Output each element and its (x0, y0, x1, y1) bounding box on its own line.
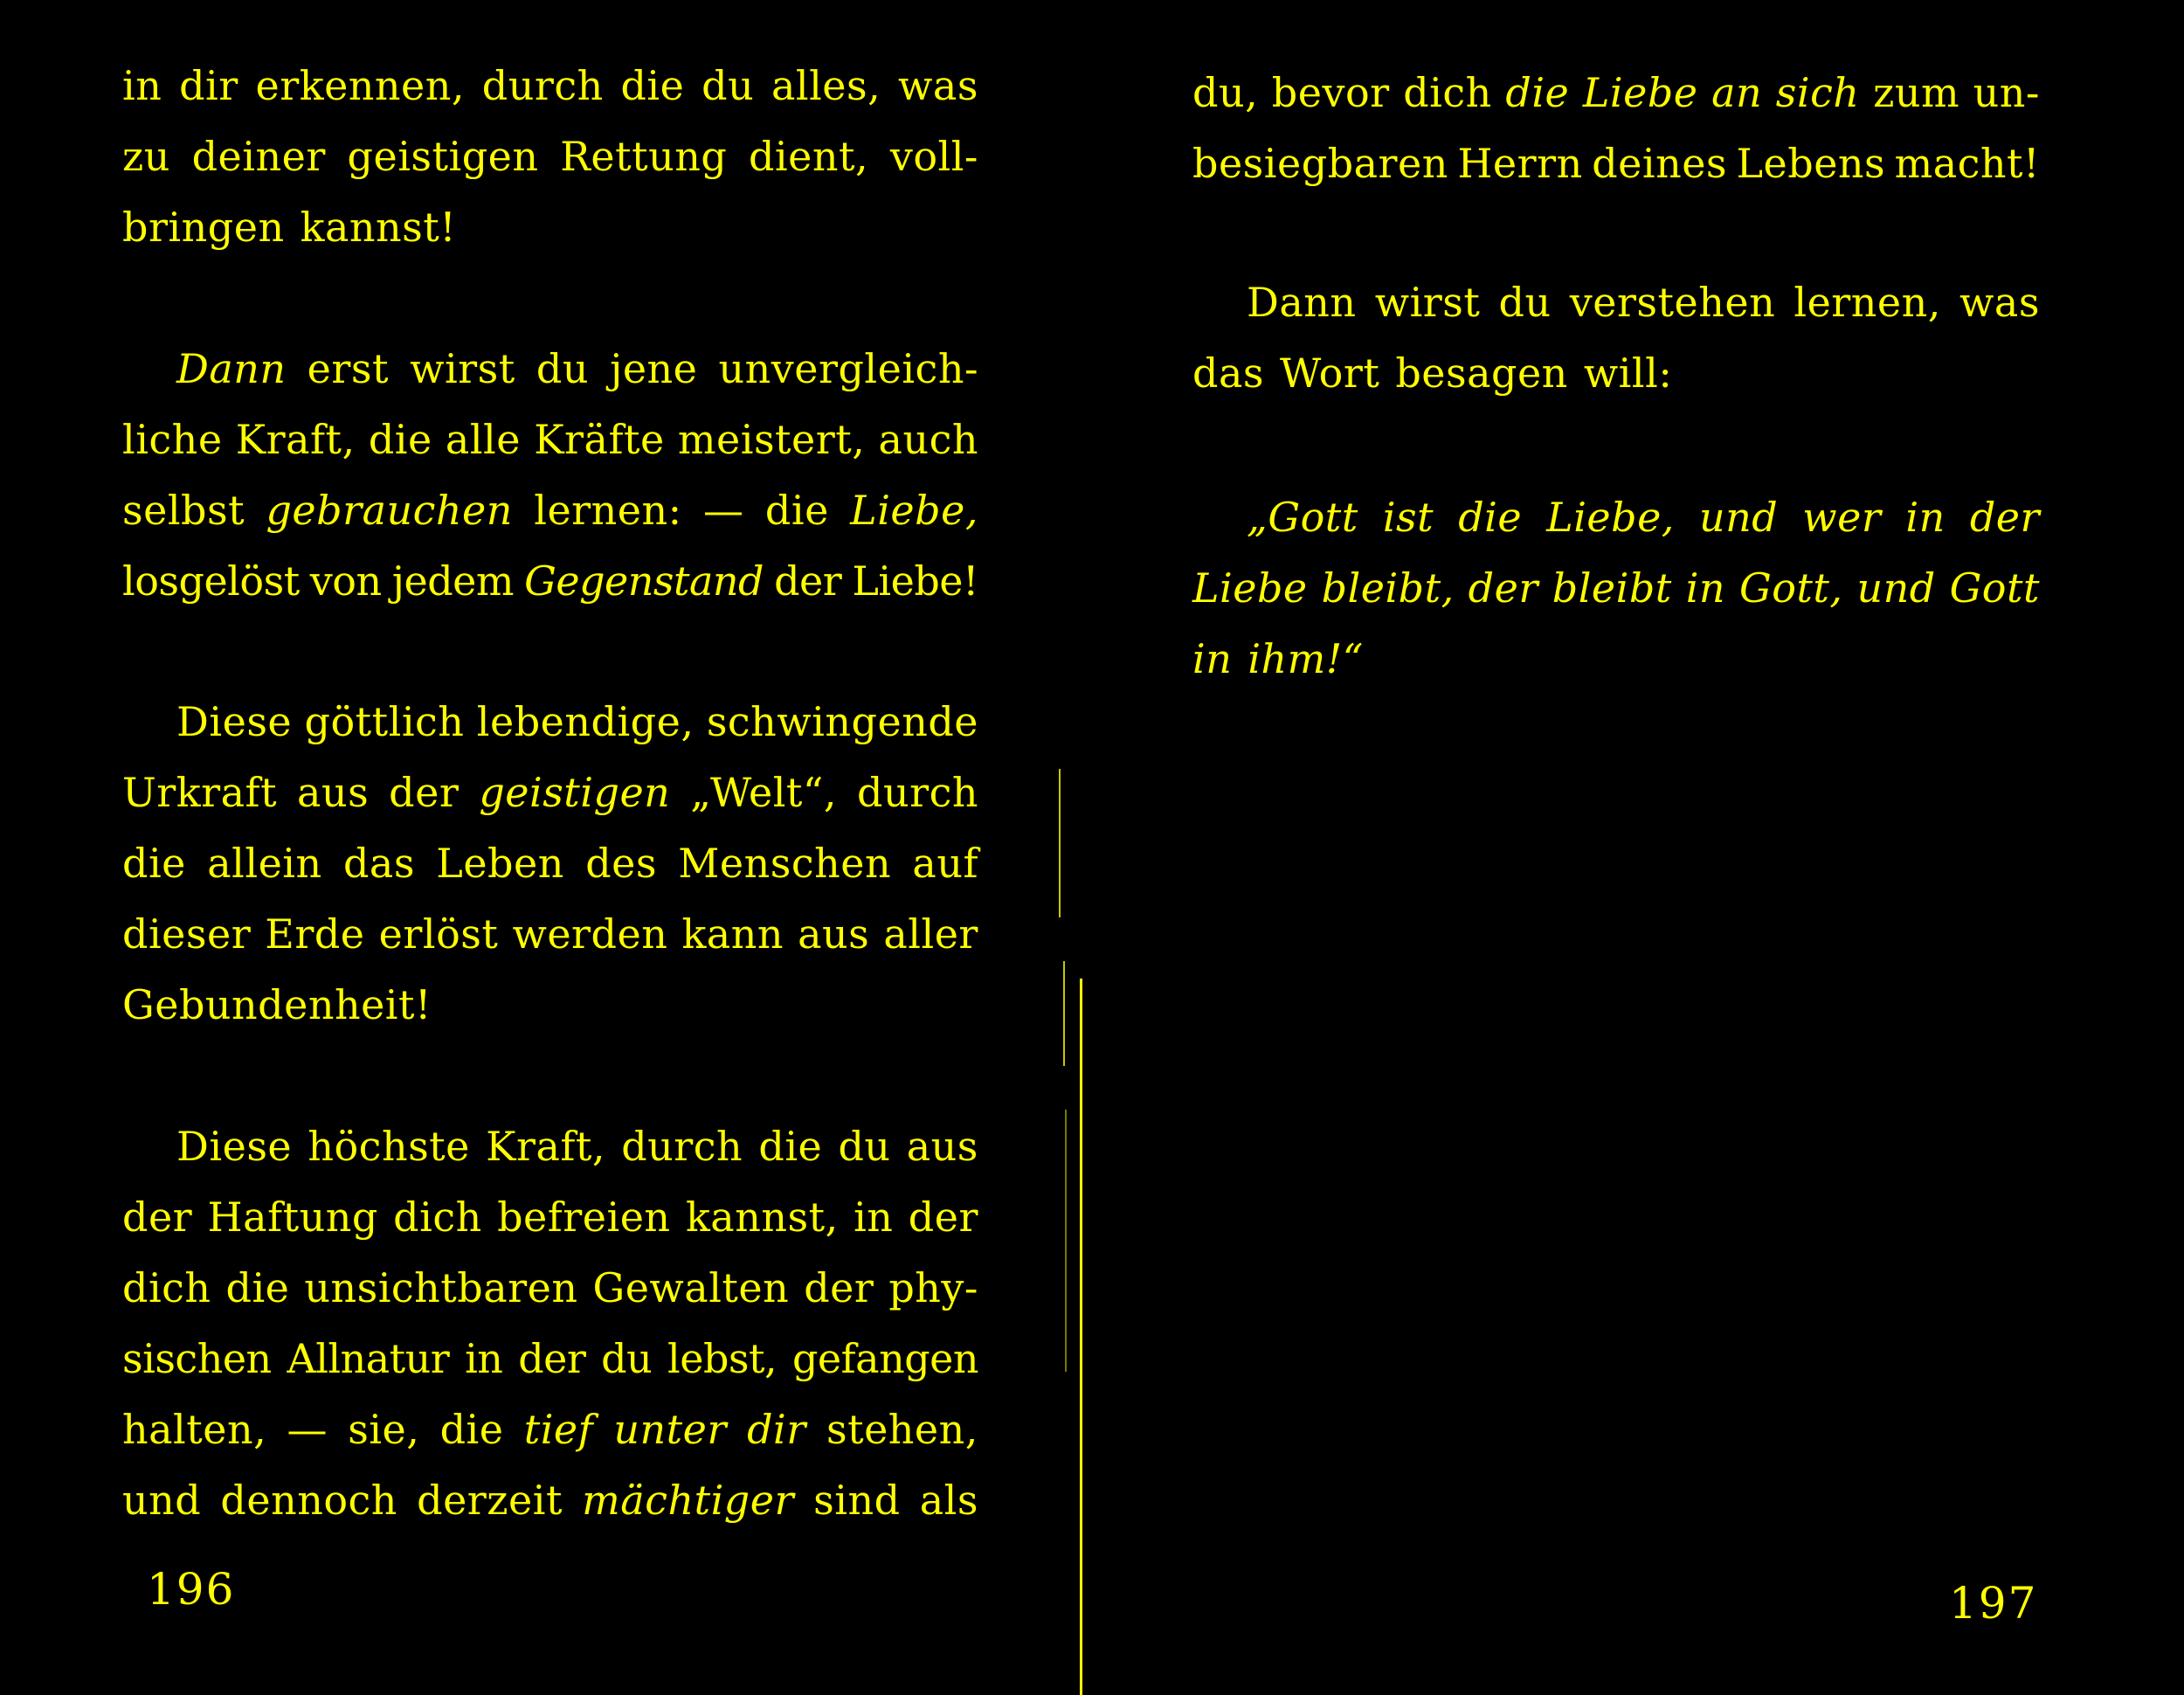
word: dich (1403, 69, 1492, 116)
text-line (122, 1111, 978, 1182)
word: dich (122, 1264, 211, 1311)
word: unsichtbaren (304, 1264, 578, 1311)
word: bringen (122, 204, 285, 251)
word: kann (681, 910, 784, 958)
word: lebendige, (476, 698, 695, 745)
word: Wort (1279, 349, 1380, 397)
word: in (122, 62, 162, 109)
word: deiner (191, 133, 326, 180)
word: die (620, 62, 685, 109)
word: das (1192, 349, 1264, 397)
word: tief (523, 1406, 594, 1453)
text-line (122, 121, 978, 192)
word: du (702, 62, 755, 109)
word: göttlich (304, 698, 465, 745)
paragraph (122, 1111, 978, 1536)
word: sind (813, 1477, 901, 1524)
word: allein (207, 840, 322, 887)
word: höchste (308, 1123, 470, 1170)
word: alles, (771, 62, 881, 109)
text-line (1192, 338, 2040, 409)
word: befreien (497, 1193, 671, 1241)
word: wer (1802, 494, 1882, 541)
word: un- (1973, 69, 2040, 116)
text-line (122, 475, 978, 546)
word: die (758, 1123, 823, 1170)
word: zum (1873, 69, 1960, 116)
word: selbst (122, 487, 245, 534)
text-line (122, 1324, 978, 1394)
word: derzeit (417, 1477, 563, 1524)
text-line (122, 192, 978, 263)
word: Gegenstand (524, 557, 764, 605)
text-line (122, 51, 978, 121)
word: lebst, (667, 1335, 778, 1382)
word: Diese (176, 1123, 293, 1170)
word: Dann (1247, 279, 1357, 326)
word: die (1505, 69, 1570, 116)
word: du (536, 345, 589, 392)
word: der (908, 1193, 978, 1241)
word: die (439, 1406, 504, 1453)
word: sich (1775, 69, 1860, 116)
word: besagen (1395, 349, 1568, 397)
word: ist (1382, 494, 1434, 541)
word: der (804, 1264, 874, 1311)
word: bleibt (1552, 564, 1672, 612)
text-line (122, 1253, 978, 1324)
word: die (1458, 494, 1523, 541)
word: in (465, 1335, 503, 1382)
word: stehen, (826, 1406, 978, 1453)
word: „Gott (1247, 494, 1358, 541)
word: und (1698, 494, 1779, 541)
word: Dann (176, 345, 287, 392)
word: will: (1583, 349, 1673, 397)
word: deines (1592, 140, 1728, 187)
word: schwingende (706, 698, 978, 745)
word: Erde (265, 910, 365, 958)
text-line (122, 1182, 978, 1253)
word: alle (445, 416, 521, 463)
word: voll- (889, 133, 978, 180)
word: unter (613, 1406, 727, 1453)
word: Kräfte (534, 416, 665, 463)
word: aller (883, 910, 978, 958)
page-number: 197 (1949, 1578, 2038, 1629)
word: das (342, 840, 415, 887)
word: Leben (436, 840, 564, 887)
word: der (518, 1335, 586, 1382)
word: der (389, 769, 460, 816)
word: Liebe, (1546, 494, 1675, 541)
word: durch (857, 769, 978, 816)
word: du (601, 1335, 653, 1382)
word: Gott (1949, 564, 2040, 612)
text-line (122, 1394, 978, 1465)
word: Liebe (1192, 564, 1308, 612)
word: meistert, (677, 416, 866, 463)
word: dient, (748, 133, 869, 180)
word: liche (122, 416, 223, 463)
paragraph (122, 51, 978, 263)
word: Gewalten (592, 1264, 790, 1311)
word: Diese (176, 698, 293, 745)
word: die (368, 416, 432, 463)
text-line (122, 334, 978, 405)
word: Urkraft (122, 769, 278, 816)
word: dieser (122, 910, 252, 958)
text-line (122, 828, 978, 899)
word: Liebe (1582, 69, 1698, 116)
word: und (1856, 564, 1936, 612)
text-line (1192, 267, 2040, 338)
word: von (309, 557, 382, 605)
word: die (764, 487, 829, 534)
word: kannst! (300, 204, 457, 251)
quote-paragraph (1192, 482, 2040, 695)
word: zu (122, 133, 170, 180)
word: bevor (1271, 69, 1390, 116)
word: halten, (122, 1406, 267, 1453)
word: Gebundenheit! (122, 981, 432, 1028)
word: dir (747, 1406, 806, 1453)
word: ihm!“ (1248, 635, 1364, 682)
word: als (919, 1477, 978, 1524)
word: dennoch (220, 1477, 397, 1524)
text-line (122, 405, 978, 475)
gutter-shadow (1059, 769, 1061, 917)
word: Kraft, (486, 1123, 606, 1170)
word: macht! (1894, 140, 2040, 187)
word: — (287, 1406, 328, 1453)
word: was (898, 62, 978, 109)
word: du (1498, 279, 1552, 326)
word: auch (878, 416, 978, 463)
word: in (1192, 635, 1233, 682)
paragraph (122, 687, 978, 1041)
word: gefangen (791, 1335, 978, 1382)
word: lernen: (534, 487, 682, 534)
word: Herrn (1457, 140, 1583, 187)
word: des (585, 840, 657, 887)
word: durch (621, 1123, 743, 1170)
word: jedem (391, 557, 514, 605)
word: du, (1192, 69, 1259, 116)
word: geistigen (347, 133, 539, 180)
word: was (1959, 279, 2040, 326)
word: Gott, (1738, 564, 1843, 612)
word: losgelöst (122, 557, 300, 605)
word: Liebe! (852, 557, 978, 605)
word: kannst, (685, 1193, 839, 1241)
word: sie, (348, 1406, 420, 1453)
word: erst (307, 345, 389, 392)
word: bleibt, (1321, 564, 1455, 612)
word: lernen, (1794, 279, 1941, 326)
word: die (225, 1264, 290, 1311)
word: sischen (122, 1335, 272, 1382)
word: wirst (1374, 279, 1481, 326)
text-line (1192, 624, 2040, 695)
paragraph (1192, 58, 2040, 199)
word: Liebe, (850, 487, 978, 534)
word: die (122, 840, 186, 887)
text-line (1192, 553, 2040, 624)
word: aus (798, 910, 870, 958)
text-line (122, 546, 978, 617)
gutter-shadow (1063, 961, 1065, 1066)
word: aus (297, 769, 370, 816)
word: verstehen (1569, 279, 1776, 326)
word: geistigen (479, 769, 671, 816)
text-line (1192, 482, 2040, 553)
word: Allnatur (287, 1335, 450, 1382)
word: — (703, 487, 744, 534)
word: aus (906, 1123, 978, 1170)
text-line (122, 758, 978, 828)
word: an (1711, 69, 1763, 116)
word: „Welt“, (690, 769, 838, 816)
word: Kraft, (235, 416, 356, 463)
word: Haftung (207, 1193, 378, 1241)
text-line (1192, 58, 2040, 128)
page-number: 196 (147, 1564, 236, 1615)
gutter-line (1080, 979, 1082, 1695)
paragraph (122, 334, 978, 617)
text-line (122, 970, 978, 1041)
word: Rettung (560, 133, 728, 180)
gutter-shadow (1065, 1110, 1067, 1372)
text-line (1192, 128, 2040, 199)
word: auf (912, 840, 978, 887)
text-line (122, 1465, 978, 1536)
word: und (122, 1477, 202, 1524)
word: der (122, 1193, 193, 1241)
text-line (122, 899, 978, 970)
word: du (838, 1123, 891, 1170)
text-line (122, 687, 978, 758)
word: in (1685, 564, 1726, 612)
word: der (774, 557, 842, 605)
word: in (1905, 494, 1946, 541)
word: wirst (410, 345, 515, 392)
word: unvergleich- (718, 345, 978, 392)
word: dir (179, 62, 238, 109)
word: Lebens (1736, 140, 1886, 187)
word: besiegbaren (1192, 140, 1448, 187)
word: gebrauchen (266, 487, 513, 534)
word: werden (512, 910, 668, 958)
word: dich (393, 1193, 482, 1241)
word: erkennen, (255, 62, 466, 109)
word: in (854, 1193, 894, 1241)
word: der (1468, 564, 1538, 612)
word: Menschen (678, 840, 892, 887)
paragraph (1192, 267, 2040, 409)
word: mächtiger (582, 1477, 794, 1524)
word: der (1969, 494, 2040, 541)
word: phy- (888, 1264, 978, 1311)
word: erlöst (378, 910, 499, 958)
word: durch (481, 62, 604, 109)
word: jene (610, 345, 698, 392)
